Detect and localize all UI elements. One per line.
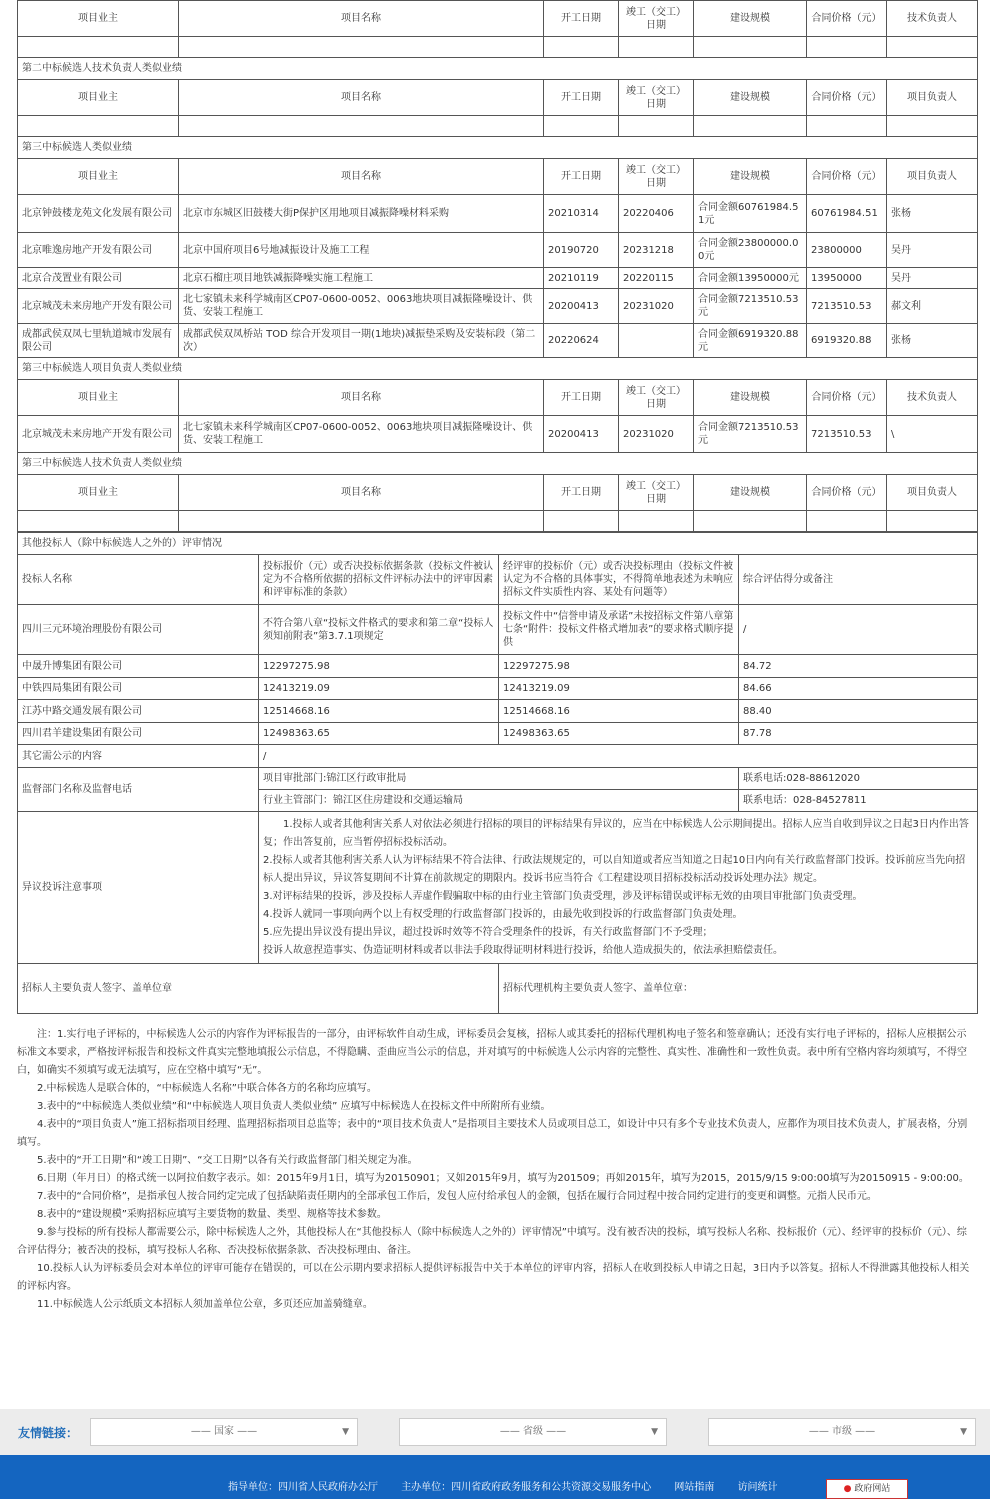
section-header: 第三中标候选人类似业绩	[18, 137, 978, 159]
note-item: 8.表中的“建设规模”采购招标应填写主要货物的数量、类型、规格等技术参数。	[37, 1209, 387, 1220]
gov-site-badge[interactable]: ● 政府网站	[826, 1479, 908, 1499]
table-row: 北京唯逸房地产开发有限公司 北京中国府项目6号地减振设计及施工工程 20190720 20231218 合同金额23800000.00元 23800000 吴丹	[18, 233, 978, 268]
other-bidders-table	[17, 532, 978, 1014]
note-item: 11.中标候选人公示纸质文本招标人须加盖单位公章，多页还应加盖骑缝章。	[37, 1299, 373, 1310]
note-item: 2.中标候选人是联合体的，“中标候选人名称”中联合体各方的名称均应填写。	[37, 1083, 377, 1094]
note-item: 10.投标人认为评标委员会对本单位的评审可能存在错误的，可以在公示期内要求招标人提供评标报告中关于本单位的评审内容，招标人在收到投标人申请之日起，3日内予以答复。招标人不得泄露其他投标人相关的评标内容。	[17, 1263, 970, 1292]
national-select[interactable]: —— 国家 —— ▼	[90, 1418, 358, 1446]
table-row: 北京城茂未来房地产开发有限公司 北七家镇未来科学城南区CP07-0600-0052、0063地块项目减振隆噪设计、供货、安装工程施工 20200413 20231020 合同金额7213510.53元 7213510.53 \	[18, 416, 978, 453]
note-item: 7.表中的“合同价格”，是指承包人按合同约定完成了包括缺陷责任期内的全部承包工作后，发包人应付给承包人的金额，包括在履行合同过程中按合同约定进行的变更和调整。元指人民币元。	[37, 1191, 877, 1202]
gov-emblem-icon: ●	[843, 1484, 852, 1494]
table-row: 成都武侯双凤七里轨道城市发展有限公司 成都武侯双凤桥站 TOD 综合开发项目一期(1地块)减振垫采购及安装标段（第二次） 20220624 合同金额6919320.88元 6919320.88 张杨	[18, 324, 978, 358]
table-row: 北京城茂未来房地产开发有限公司 北七家镇未来科学城南区CP07-0600-0052、0063地块项目减振隆噪设计、供货、安装工程施工 20200413 20231020 合同金额7213510.53元 7213510.53 郝文利	[18, 289, 978, 324]
visit-stats-link[interactable]: 访问统计	[737, 1482, 778, 1493]
section-header: 第三中标候选人项目负责人类似业绩	[18, 358, 978, 380]
objection-row: 异议投诉注意事项 1.投标人或者其他利害关系人对依法必须进行招标的项目的评标结果有异议的，应当在中标候选人公示期间提出。招标人应当自收到异议之日起3日内作出答复；作出答复前，应当暂停招标投标活动。 2.投标人或者其他利害关系人认为评标结果不符合法律、行政法规规定的，可以自知道或者应当知道之日起10日内向有关行政监督部门投诉。投诉前应当先向招标人提出异议，异议答复期间不计算在前款规定的期限内。投诉书应当符合《工程建设项目招标投标活动投诉处理办法》规定。 3.对评标结果的投诉，涉及投标人弄虚作假骗取中标的由行业主管部门负责受理，涉及评标错误或评标无效的由项目审批部门负责受理。 4.投诉人就同一事项向两个以上有权受理的行政监督部门投诉的，由最先收到投诉的行政监督部门负责处理。 5.应先提出异议没有提出异议，超过投诉时效等不符合受理条件的投诉，有关行政监督部门不予受理； 投诉人故意捏造事实、伪造证明材料或者以非法手段取得证明材料进行投诉，给他人造成损失的，依法承担赔偿责任。	[18, 812, 978, 964]
footer-host-unit: 主办单位：四川省政府政务服务和公共资源交易服务中心	[401, 1482, 652, 1493]
table-row: 四川三元环境治理股份有限公司 不符合第八章“投标文件格式的要求和第二章“投标人须知前附表”第3.7.1项规定 投标文件中“信誉申请及承诺”未按招标文件第八章第七条“附件：投标文件格式增加表”的要求格式顺序提供 /	[18, 605, 978, 655]
empty-row	[18, 116, 978, 137]
table-row: 中铁四局集团有限公司 12413219.09 12413219.09 84.66	[18, 678, 978, 700]
table-header-row: 项目业主 项目名称 开工日期 竣工（交工）日期 建设规模 合同价格（元） 项目负责人	[18, 475, 978, 511]
note-item: 3.表中的“中标候选人类似业绩”和“中标候选人项目负责人类似业绩” 应填写中标候选人在投标文件中所附所有业绩。	[37, 1101, 551, 1112]
table-header-row: 项目业主 项目名称 开工日期 竣工（交工）日期 建设规模 合同价格（元） 项目负责人	[18, 80, 978, 116]
note-item: 6.日期（年月日）的格式统一以阿拉伯数字表示。如：2015年9月1日，填写为20150901；又如2015年9月，填写为201509；再如2015年，填写为2015，2015/9/15 9:00:00填写为20150915 - 9:00:00。	[37, 1173, 969, 1184]
chevron-down-icon: ▼	[342, 1427, 349, 1437]
table-row: 中晟升博集团有限公司 12297275.98 12297275.98 84.72	[18, 655, 978, 678]
empty-row	[18, 37, 978, 58]
chevron-down-icon: ▼	[960, 1427, 967, 1437]
note-item: 4.表中的“项目负责人”施工招标指项目经理、监理招标指项目总监等；表中的“项目技术负责人”是指项目主要技术人员或项目总工，如设计中只有多个专业技术负责人，应都作为项目技术负责人，扩展表格，分别填写。	[17, 1119, 968, 1148]
section-header: 第三中标候选人技术负责人类似业绩	[18, 453, 978, 475]
footer	[0, 1455, 990, 1499]
notes	[17, 1026, 975, 1314]
result-content	[17, 0, 977, 1014]
friend-links-label: 友情链接：	[18, 1426, 79, 1440]
table-header-row: 项目业主 项目名称 开工日期 竣工（交工）日期 建设规模 合同价格（元） 技术负责人	[18, 380, 978, 416]
friend-links-bar	[0, 1409, 990, 1455]
supervise-row: 监督部门名称及监督电话 项目审批部门:锦江区行政审批局 联系电话:028-88612020	[18, 768, 978, 790]
section-header: 第二中标候选人技术负责人类似业绩	[18, 58, 978, 80]
section-header: 其他投标人（除中标候选人之外的）评审情况	[18, 533, 978, 555]
supervise-row: 行业主管部门：锦江区住房建设和交通运输局 联系电话：028-84527811	[18, 790, 978, 812]
note-item: 注：1.实行电子评标的，中标候选人公示的内容作为评标报告的一部分，由评标软件自动生成，评标委员会复核，招标人或其委托的招标代理机构电子签名和签章确认；还没有实行电子评标的，招标人应根据公示标准文本要求，严格按评标报告和投标文件真实完整地填报公示信息，不得隐瞒、歪曲应当公示的信息，并对填写的中标候选人公示内容的完整性、真实性、准确性和一致性负责。表中所有空格内容均须填写，不得空白，如确实不须填写或无法填写，应在空格中填写“无”。	[17, 1029, 967, 1076]
table-row: 北京钟鼓楼龙苑文化发展有限公司 北京市东城区旧鼓楼大街P保护区用地项目减振降噪材料采购 20210314 20220406 合同金额60761984.51元 60761984.51 张杨	[18, 195, 978, 233]
candidate-table	[17, 0, 978, 532]
table-row: 北京合茂置业有限公司 北京石榴庄项目地铁减振降噪实施工程施工 20210119 20220115 合同金额13950000元 13950000 吴丹	[18, 268, 978, 289]
table-header-row: 投标人名称 投标报价（元）或否决投标依据条款（投标文件被认定为不合格所依据的招标文件评标办法中的评审因素和评审标准的条款） 经评审的投标价（元）或否决投标理由（投标文件被认定为不合格的具体事实，不得简单地表述为未响应招标文件实质性内容、某处有问题等） 综合评估得分或备注	[18, 555, 978, 605]
city-select[interactable]: —— 市级 —— ▼	[708, 1418, 976, 1446]
provincial-select[interactable]: —— 省级 —— ▼	[399, 1418, 667, 1446]
note-item: 5.表中的“开工日期”和“竣工日期”、“交工日期”以各有关行政监督部门相关规定为准。	[37, 1155, 418, 1166]
chevron-down-icon: ▼	[651, 1427, 658, 1437]
table-row: 江苏中路交通发展有限公司 12514668.16 12514668.16 88.40	[18, 700, 978, 723]
site-guide-link[interactable]: 网站指南	[674, 1482, 715, 1493]
footer-guide-unit: 指导单位：四川省人民政府办公厅	[228, 1482, 378, 1493]
table-header-row: 项目业主 项目名称 开工日期 竣工（交工）日期 建设规模 合同价格（元） 技术负责人	[18, 1, 978, 37]
table-header-row: 项目业主 项目名称 开工日期 竣工（交工）日期 建设规模 合同价格（元） 项目负责人	[18, 159, 978, 195]
signature-row: 招标人主要负责人签字、盖单位章 招标代理机构主要负责人签字、盖单位章：	[18, 964, 978, 1014]
note-item: 9.参与投标的所有投标人都需要公示，除中标候选人之外，其他投标人在“其他投标人（除中标候选人之外的）评审情况”中填写。没有被否决的投标，填写投标人名称、投标报价（元）、经评审的投标价（元）、综合评估得分；被否决的投标，填写投标人名称、否决投标依据条款、否决投标理由、备注。	[17, 1227, 967, 1256]
empty-row	[18, 511, 978, 532]
public-content-row: 其它需公示的内容 /	[18, 745, 978, 768]
table-row: 四川君羊建设集团有限公司 12498363.65 12498363.65 87.78	[18, 723, 978, 745]
